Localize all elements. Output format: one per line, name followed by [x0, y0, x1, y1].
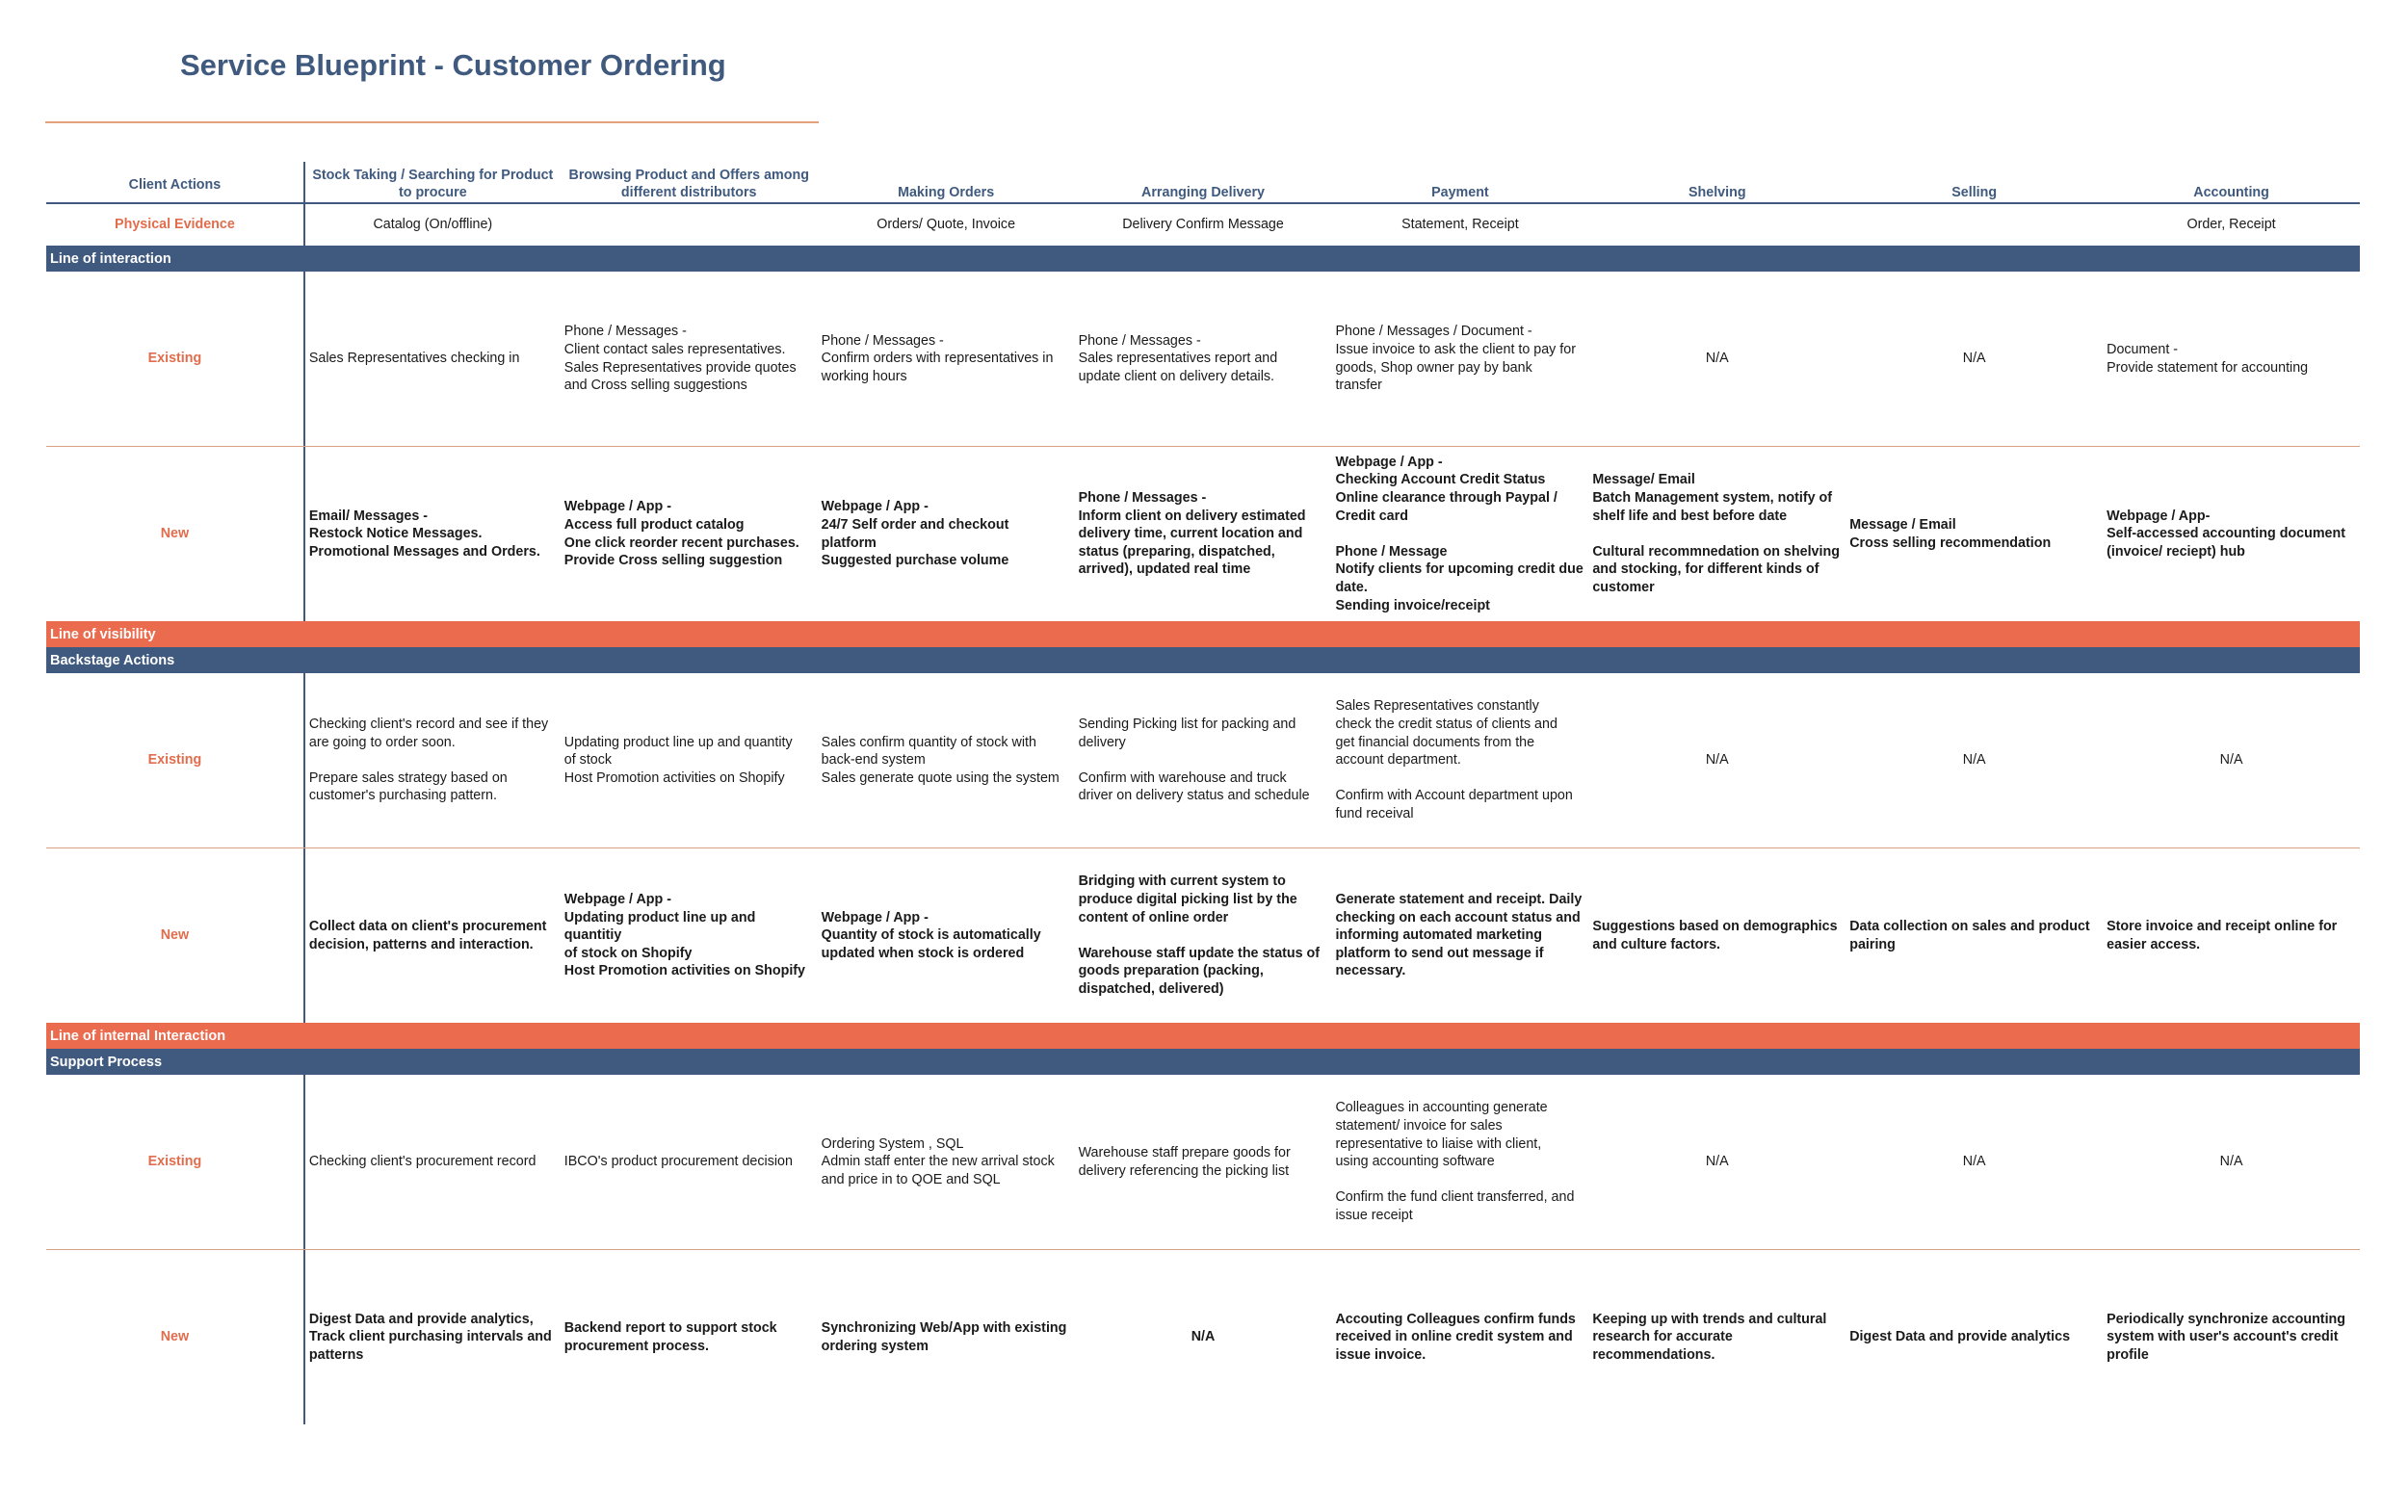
cell-stock-taking: Email/ Messages - Restock Notice Messages. Promotional Messages and Orders.: [303, 447, 561, 621]
cell-arranging-delivery: N/A: [1191, 1329, 1216, 1345]
cell-arranging-delivery: Phone / Messages - Inform client on delivery estimated delivery time, current location and status (preparing, dispatched, arrived), updated real time: [1078, 490, 1306, 578]
cell-shelving: Suggestions based on demographics and culture factors.: [1592, 918, 1838, 952]
cell-shelving: Message/ Email Batch Management system, notify of shelf life and best before date Cultural recommnedation on shelving and stocking, for different kinds of customer: [1592, 472, 1840, 595]
cell-shelving: N/A: [1705, 351, 1729, 367]
column-header-row: [46, 162, 2360, 204]
interaction-new-row: [46, 447, 2360, 621]
cell-payment: Generate statement and receipt. Daily checking on each account status and informing automated marketing platform to send out message if necessary.: [1335, 892, 1583, 979]
support-new-row: [46, 1250, 2360, 1424]
cell-payment: Colleagues in accounting generate statement/ invoice for sales representative to liaise with client, using accounting software Confirm the fund client transferred, and issue receipt: [1335, 1100, 1575, 1223]
header-payment: Payment: [1431, 185, 1489, 200]
cell-selling: Data collection on sales and product pairing: [1849, 918, 2090, 952]
cell-arranging-delivery: Warehouse staff prepare goods for delivery referencing the picking list: [1078, 1144, 1291, 1179]
evidence-browsing: [561, 204, 818, 246]
cell-selling: Message / Email Cross selling recommendation: [1849, 516, 2052, 551]
header-shelving: Shelving: [1688, 185, 1746, 200]
cell-shelving: Keeping up with trends and cultural research for accurate recommendations.: [1592, 1311, 1827, 1363]
cell-browsing: Webpage / App - Updating product line up and quantitiy of stock on Shopify Host Promotion activities on Shopify: [563, 892, 805, 979]
cell-payment: Phone / Messages / Document - Issue invoice to ask the client to pay for goods, Shop owner pay by bank transfer: [1335, 324, 1576, 394]
cell-making-orders: Webpage / App - Quantity of stock is automatically updated when stock is ordered: [821, 909, 1041, 961]
cell-making-orders: Ordering System , SQL Admin staff enter the new arrival stock and price in to QOE and SQL: [821, 1135, 1055, 1187]
cell-accounting: Periodically synchronize accounting system with user's account's credit profile: [2107, 1311, 2346, 1363]
backstage-existing-row: [46, 673, 2360, 848]
header-client-actions: Client Actions: [128, 177, 222, 193]
cell-browsing: IBCO's product procurement decision: [563, 1154, 793, 1170]
line-of-visibility-band: Line of visibility: [46, 621, 2360, 647]
physical-evidence-row: [46, 204, 2360, 246]
cell-shelving: N/A: [1705, 1154, 1729, 1170]
cell-stock-taking: Sales Representatives checking in: [303, 272, 561, 446]
shelving-divider-tick: [1591, 1072, 1849, 1074]
evidence-selling: [1845, 204, 2103, 246]
header-stock-taking: Stock Taking / Searching for Product to procure: [303, 162, 561, 202]
support-existing-row: [46, 1075, 2360, 1250]
cell-arranging-delivery: Sending Picking list for packing and delivery Confirm with warehouse and truck driver on delivery status and schedule: [1078, 717, 1310, 804]
header-making-orders: Making Orders: [898, 185, 995, 200]
service-blueprint-table: [46, 162, 2360, 1424]
cell-accounting: Webpage / App- Self-accessed accounting document (invoice/ reciept) hub: [2107, 508, 2346, 560]
evidence-stock-taking: Catalog (On/offline): [303, 204, 561, 246]
row-label-existing: Existing: [147, 752, 202, 769]
cell-accounting: Document - Provide statement for accounting: [2107, 341, 2309, 376]
cell-payment: Webpage / App - Checking Account Credit Status Online clearance through Paypal / Credit card Phone / Message Notify clients for upcoming credit due date. Sending invoice/receipt: [1335, 454, 1584, 613]
line-of-internal-interaction-band: Line of internal Interaction: [46, 1023, 2360, 1049]
cell-browsing: Updating product line up and quantity of stock Host Promotion activities on Shopify: [563, 734, 793, 786]
cell-browsing: Backend report to support stock procurement process.: [563, 1319, 777, 1354]
cell-stock-taking: Checking client's procurement record: [303, 1075, 561, 1249]
row-label-existing: Existing: [147, 1154, 202, 1170]
cell-stock-taking: Collect data on client's procurement decision, patterns and interaction.: [303, 848, 561, 1023]
backstage-actions-band: Backstage Actions: [46, 647, 2360, 673]
row-label-new: New: [160, 927, 190, 944]
header-accounting: Accounting: [2193, 185, 2269, 200]
header-arranging-delivery: Arranging Delivery: [1141, 185, 1265, 200]
cell-selling: Digest Data and provide analytics: [1849, 1329, 2071, 1345]
header-selling: Selling: [1951, 185, 1998, 200]
evidence-accounting: Order, Receipt: [2186, 217, 2276, 233]
cell-accounting: N/A: [2219, 1154, 2243, 1170]
cell-selling: N/A: [1962, 752, 1986, 769]
cell-making-orders: Webpage / App - 24/7 Self order and checkout platform Suggested purchase volume: [821, 499, 1009, 569]
evidence-arranging-delivery: Delivery Confirm Message: [1122, 217, 1284, 233]
row-label-new: New: [160, 1329, 190, 1345]
support-process-band: Support Process: [46, 1049, 2360, 1075]
cell-arranging-delivery: Phone / Messages - Sales representatives report and update client on delivery details.: [1078, 332, 1278, 384]
interaction-existing-row: [46, 272, 2360, 447]
cell-arranging-delivery: Bridging with current system to produce digital picking list by the content of online order Warehouse staff update the status of goods preparation (packing, dispatched, delivered): [1078, 873, 1321, 997]
cell-payment: Sales Representatives constantly check the credit status of clients and get financial documents from the account department. Confirm with Account department upon fund receival: [1335, 698, 1573, 821]
cell-browsing: Webpage / App - Access full product catalog One click reorder recent purchases. Provide Cross selling suggestion: [563, 499, 799, 569]
cell-selling: N/A: [1962, 351, 1986, 367]
evidence-payment: Statement, Receipt: [1401, 217, 1519, 233]
cell-making-orders: Sales confirm quantity of stock with back-end system Sales generate quote using the system: [821, 734, 1060, 786]
page-title: Service Blueprint - Customer Ordering: [180, 48, 726, 82]
cell-browsing: Phone / Messages - Client contact sales representatives. Sales Representatives provide quotes and Cross selling suggestions: [563, 324, 797, 394]
evidence-making-orders: Orders/ Quote, Invoice: [877, 217, 1016, 233]
physical-evidence-label: Physical Evidence: [115, 217, 235, 233]
cell-stock-taking: Digest Data and provide analytics, Track client purchasing intervals and patterns: [303, 1250, 561, 1424]
header-browsing: Browsing Product and Offers among different distributors: [568, 168, 809, 200]
cell-payment: Accouting Colleagues confirm funds received in online credit system and issue invoice.: [1335, 1311, 1576, 1363]
evidence-shelving: [1588, 204, 1845, 246]
row-label-existing: Existing: [147, 351, 202, 367]
line-of-interaction-band: Line of interaction: [46, 246, 2360, 272]
cell-stock-taking: Checking client's record and see if they are going to order soon. Prepare sales strategy based on customer's purchasing pattern.: [303, 673, 561, 847]
cell-accounting: N/A: [2219, 752, 2243, 769]
cell-shelving: N/A: [1705, 752, 1729, 769]
backstage-new-row: [46, 848, 2360, 1023]
cell-making-orders: Synchronizing Web/App with existing ordering system: [821, 1319, 1067, 1354]
cell-accounting: Store invoice and receipt online for easier access.: [2107, 918, 2338, 952]
cell-selling: N/A: [1962, 1154, 1986, 1170]
row-label-new: New: [160, 526, 190, 542]
cell-making-orders: Phone / Messages - Confirm orders with representatives in working hours: [821, 332, 1054, 384]
title-underline: [45, 121, 819, 123]
